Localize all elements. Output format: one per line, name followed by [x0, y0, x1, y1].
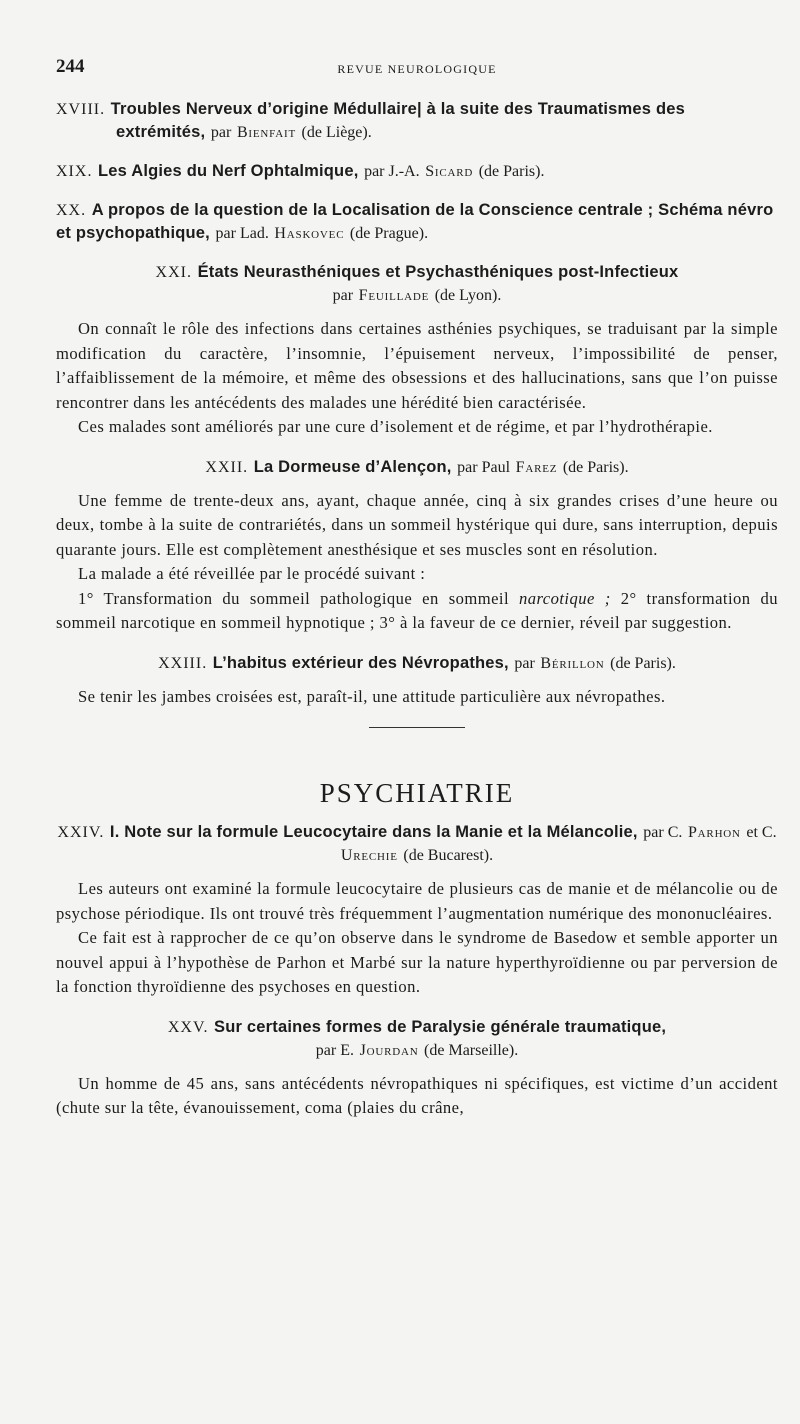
entry-place: (de Lyon).: [434, 287, 502, 304]
entry-place: (de Liège).: [301, 124, 372, 141]
entry-title: [56, 199, 778, 245]
entry-author: Parhon: [687, 824, 741, 841]
entry-par: par: [514, 654, 535, 672]
paragraph: Une femme de trente-deux ans, ayant, chaque année, cinq à six grandes crises d’une heure ou deux, tombe à la suite de contrariétés, dans un sommeil hystérique qui dure, sans interruption, depuis quarante jours. Elle est complètement anesthésique et ses muscles sont en résolution.: [56, 490, 778, 559]
entry-place: (de Bucarest).: [403, 847, 494, 864]
entry-xxii: [56, 456, 778, 636]
entry-number: XXIII.: [158, 654, 208, 672]
paragraph: Un homme de 45 ans, sans antécédents névropathiques ni spécifiques, est victime d’un accident (chute sur la tête, évanouissement, coma (plaies du crâne,: [56, 1073, 778, 1117]
entry-par: par J.-A.: [364, 163, 420, 180]
paragraph: La malade a été réveillée par le procédé suivant :: [78, 564, 426, 583]
entry-par: par: [332, 287, 354, 304]
entry-xxiv: [56, 821, 778, 1000]
entry-heading: La Dormeuse d’Alençon,: [253, 457, 452, 476]
entry-xxi: [56, 261, 778, 440]
entry-title: [56, 652, 778, 675]
entry-number: XXI.: [155, 264, 192, 281]
paragraph: [56, 587, 778, 636]
entry-place: (de Marseille).: [424, 1041, 519, 1059]
entry-xxv: [56, 1016, 778, 1121]
entry-author: Haskovec: [274, 225, 345, 242]
entry-place: (de Paris).: [478, 163, 545, 180]
entry-par: par: [210, 124, 232, 141]
paragraph-part: 1° Transformation du sommeil pathologique en sommeil: [78, 588, 510, 608]
entry-title: [56, 261, 778, 307]
paragraph: On connaît le rôle des infections dans certaines asthénies psychiques, se traduisant par la simple modification du caractère, l’insomnie, l’épuisement nerveux, l’impossibilité de penser, l’affaiblissement de la mémoire, et même des obsessions et des hallucinations, sans que l’on puisse rencontrer dans les antécédents des malades une hérédité bien caractérisée.: [56, 319, 778, 412]
entry-number: XXIV.: [57, 824, 105, 841]
entry-number: XXII.: [205, 458, 249, 476]
entry-number: XX.: [56, 202, 87, 219]
entry-author: Bérillon: [540, 654, 605, 672]
entry-author: Jourdan: [359, 1041, 419, 1059]
entry-number: XXV.: [167, 1018, 209, 1036]
entry-par: par Lad.: [215, 225, 269, 242]
paragraph: Les auteurs ont examiné la formule leucocytaire de plusieurs cas de manie et de mélancolie ou de psychose périodique. Ils ont trouvé très fréquemment l’augmentation numérique des mononucléaires.: [56, 879, 778, 923]
entry-heading: L’habitus extérieur des Névropathes,: [212, 653, 509, 672]
entry-heading: Sur certaines formes de Paralysie générale traumatique,: [214, 1017, 667, 1036]
paragraph-emphasis: narcotique ;: [519, 588, 611, 608]
entry-author: Bienfait: [236, 124, 296, 141]
entry-title: [56, 1016, 778, 1062]
entry-place: (de Paris).: [610, 654, 676, 672]
entry-number: XVIII.: [56, 101, 106, 118]
entry-author-2: Urechie: [340, 847, 398, 864]
running-head: REVUE NEUROLOGIQUE: [337, 62, 497, 76]
entry-par: par Paul: [457, 458, 511, 476]
section-title: PSYCHIATRIE: [319, 778, 515, 808]
entry-xix: [56, 160, 778, 183]
section-divider: [369, 727, 465, 728]
entry-title: [56, 160, 778, 183]
entry-xviii: [56, 98, 778, 144]
entry-place: (de Prague).: [349, 225, 429, 242]
entry-par: par E.: [315, 1041, 354, 1059]
page: [56, 56, 778, 1121]
page-number: 244: [56, 56, 85, 77]
entry-title: [56, 456, 778, 479]
paragraph-part: 2° transformation du sommeil narcotique en sommeil hypnotique ; 3° à la faveur de ce dernier, réveil par suggestion.: [56, 588, 779, 632]
entry-title: [56, 821, 778, 867]
entry-number: XIX.: [56, 163, 93, 180]
entry-author: Feuillade: [358, 287, 430, 304]
entry-place: (de Paris).: [562, 458, 629, 476]
entry-xxiii: [56, 652, 778, 710]
entry-heading: États Neurasthéniques et Psychasthéniques post-Infectieux: [197, 263, 679, 281]
entry-par: par C.: [643, 824, 683, 841]
entry-connector: et C.: [746, 824, 777, 841]
entry-heading: Troubles Nerveux d’origine Médullaire| à la suite des Traumatismes des extrémités,: [110, 100, 685, 141]
entry-heading: Les Algies du Nerf Ophtalmique,: [98, 162, 359, 180]
entry-author: Farez: [515, 458, 558, 476]
paragraph: Ces malades sont améliorés par une cure d’isolement et de régime, et par l’hydrothérapie.: [78, 417, 713, 436]
entry-heading: I. Note sur la formule Leucocytaire dans la Manie et la Mélancolie,: [109, 823, 638, 841]
paragraph: Ce fait est à rapprocher de ce qu’on observe dans le syndrome de Basedow et semble apporter un nouvel appui à l’hypothèse de Parhon et Marbé sur la nature hyperthyroïdienne ou par perversion de la fonction thyroïdienne des psychoses en question.: [56, 928, 778, 996]
entry-heading: A propos de la question de la Localisation de la Conscience centrale ; Schéma névro et psychopathique,: [56, 201, 774, 242]
entry-author: Sicard: [425, 163, 474, 180]
entry-xx: [56, 199, 778, 245]
entry-title: [56, 98, 778, 144]
page-header: [56, 56, 778, 86]
paragraph: Se tenir les jambes croisées est, paraît-il, une attitude particulière aux névropathes.: [78, 686, 666, 706]
